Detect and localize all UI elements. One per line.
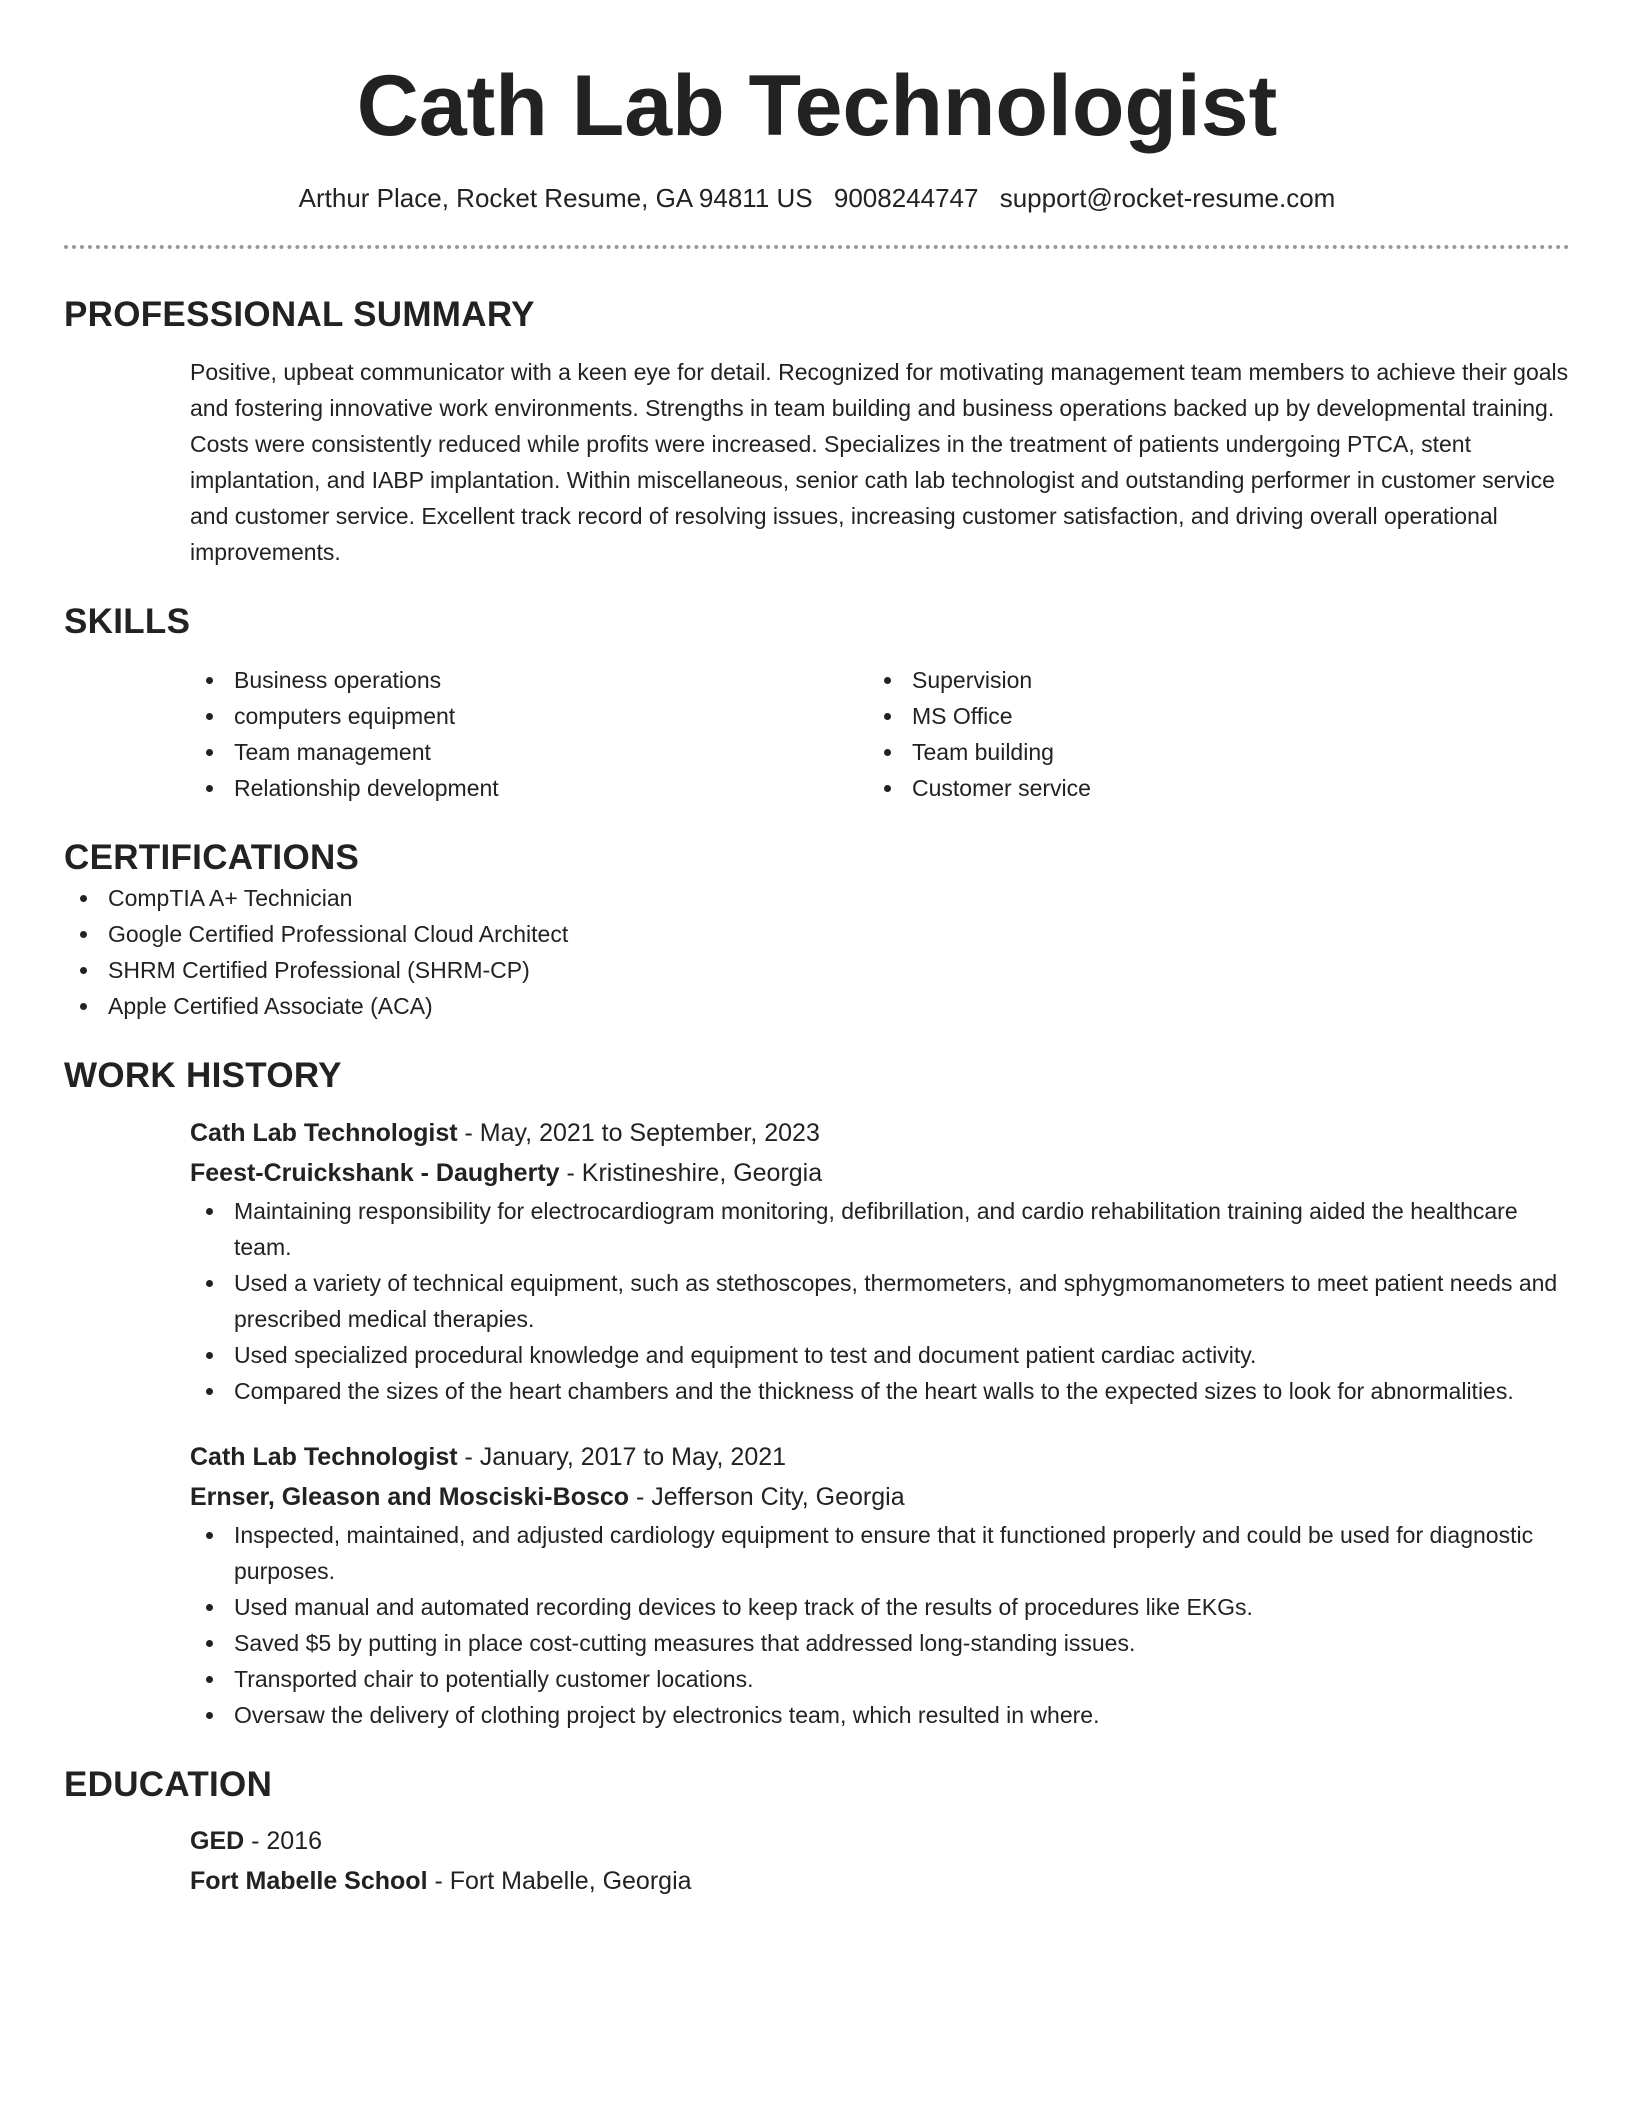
- job-company-line: [190, 1477, 1570, 1517]
- section-heading-summary: PROFESSIONAL SUMMARY: [64, 295, 535, 334]
- skills-grid: [190, 662, 1570, 806]
- job-dates: - January, 2017 to May, 2021: [457, 1443, 787, 1471]
- work-history-section: [64, 1054, 1570, 1733]
- skill-item: Team management: [190, 734, 868, 770]
- contact-address: Arthur Place, Rocket Resume, GA 94811 US: [298, 183, 813, 213]
- skill-item: Supervision: [868, 662, 1546, 698]
- resume-page: [64, 0, 1570, 1901]
- certifications-section: [64, 836, 1570, 1024]
- skills-section: [64, 600, 1570, 806]
- job-bullet: Inspected, maintained, and adjusted cardiology equipment to ensure that it functioned properly and could be used for diagnostic purposes.: [190, 1517, 1570, 1589]
- contact-phone: 9008244747: [833, 183, 979, 213]
- summary-paragraph: Positive, upbeat communicator with a keen eye for detail. Recognized for motivating management team members to achieve their goals and fostering innovative work environments. Strengths in team building and business operations backed up by developmental training. Costs were consistently reduced while profits were increased. Specializes in the treatment of patients undergoing PTCA, stent implantation, and IABP implantation. Within miscellaneous, senior cath lab technologist and outstanding performer in customer service and customer service. Excellent track record of resolving issues, increasing customer satisfaction, and driving overall operational improvements.: [190, 359, 1569, 565]
- certification-item: Apple Certified Associate (ACA): [64, 988, 1570, 1024]
- job-location: - Kristineshire, Georgia: [559, 1159, 823, 1187]
- job-title-line: [190, 1437, 1570, 1477]
- skills-column-left: [190, 662, 868, 806]
- job-title: Cath Lab Technologist: [190, 1119, 458, 1147]
- education-degree-line: [190, 1821, 1570, 1861]
- job-bullets: [64, 1517, 1570, 1733]
- job-company: Ernser, Gleason and Mosciski-Bosco: [190, 1483, 630, 1511]
- job-bullet: Oversaw the delivery of clothing project by electronics team, which resulted in where.: [190, 1697, 1570, 1733]
- certification-item: SHRM Certified Professional (SHRM-CP): [64, 952, 1570, 988]
- skill-item: Team building: [868, 734, 1546, 770]
- skill-item: Customer service: [868, 770, 1546, 806]
- certifications-list: [64, 880, 1570, 1024]
- job-bullet: Transported chair to potentially customer locations.: [190, 1661, 1570, 1697]
- skill-item: computers equipment: [190, 698, 868, 734]
- job-title: Cath Lab Technologist: [190, 1443, 458, 1471]
- job-bullet: Maintaining responsibility for electrocardiogram monitoring, defibrillation, and cardio rehabilitation training aided the healthcare team.: [190, 1193, 1570, 1265]
- job-entry: [190, 1437, 1570, 1733]
- education-degree: GED: [190, 1827, 245, 1855]
- job-bullet: Used specialized procedural knowledge and equipment to test and document patient cardiac activity.: [190, 1337, 1570, 1373]
- section-heading-certifications: CERTIFICATIONS: [64, 838, 360, 877]
- section-heading-work: WORK HISTORY: [64, 1056, 342, 1095]
- job-dates: - May, 2021 to September, 2023: [457, 1119, 820, 1147]
- skill-item: MS Office: [868, 698, 1546, 734]
- job-location: - Jefferson City, Georgia: [629, 1483, 905, 1511]
- resume-title: Cath Lab Technologist: [356, 58, 1278, 154]
- education-school-line: [190, 1861, 1570, 1901]
- section-heading-education: EDUCATION: [64, 1765, 273, 1804]
- header-divider: [64, 245, 1570, 249]
- job-bullet: Saved $5 by putting in place cost-cutting measures that addressed long-standing issues.: [190, 1625, 1570, 1661]
- contact-line: [64, 181, 1570, 215]
- job-title-line: [190, 1113, 1570, 1153]
- job-bullets: [64, 1193, 1570, 1409]
- certification-item: Google Certified Professional Cloud Architect: [64, 916, 1570, 952]
- section-heading-skills: SKILLS: [64, 602, 191, 641]
- contact-email: support@rocket-resume.com: [999, 183, 1336, 213]
- job-company: Feest-Cruickshank - Daugherty: [190, 1159, 560, 1187]
- education-entry: [190, 1821, 1570, 1901]
- education-section: [64, 1763, 1570, 1901]
- job-bullet: Used manual and automated recording devices to keep track of the results of procedures like EKGs.: [190, 1589, 1570, 1625]
- professional-summary-section: [64, 293, 1570, 570]
- skill-item: Relationship development: [190, 770, 868, 806]
- job-company-line: [190, 1153, 1570, 1193]
- skill-item: Business operations: [190, 662, 868, 698]
- education-location: - Fort Mabelle, Georgia: [427, 1867, 692, 1895]
- certification-item: CompTIA A+ Technician: [64, 880, 1570, 916]
- skills-column-right: [868, 662, 1546, 806]
- job-bullet: Used a variety of technical equipment, such as stethoscopes, thermometers, and sphygmomanometers to meet patient needs and prescribed medical therapies.: [190, 1265, 1570, 1337]
- job-entry: [190, 1113, 1570, 1409]
- education-school: Fort Mabelle School: [190, 1867, 428, 1895]
- job-bullet: Compared the sizes of the heart chambers and the thickness of the heart walls to the expected sizes to look for abnormalities.: [190, 1373, 1570, 1409]
- education-year: - 2016: [244, 1827, 323, 1855]
